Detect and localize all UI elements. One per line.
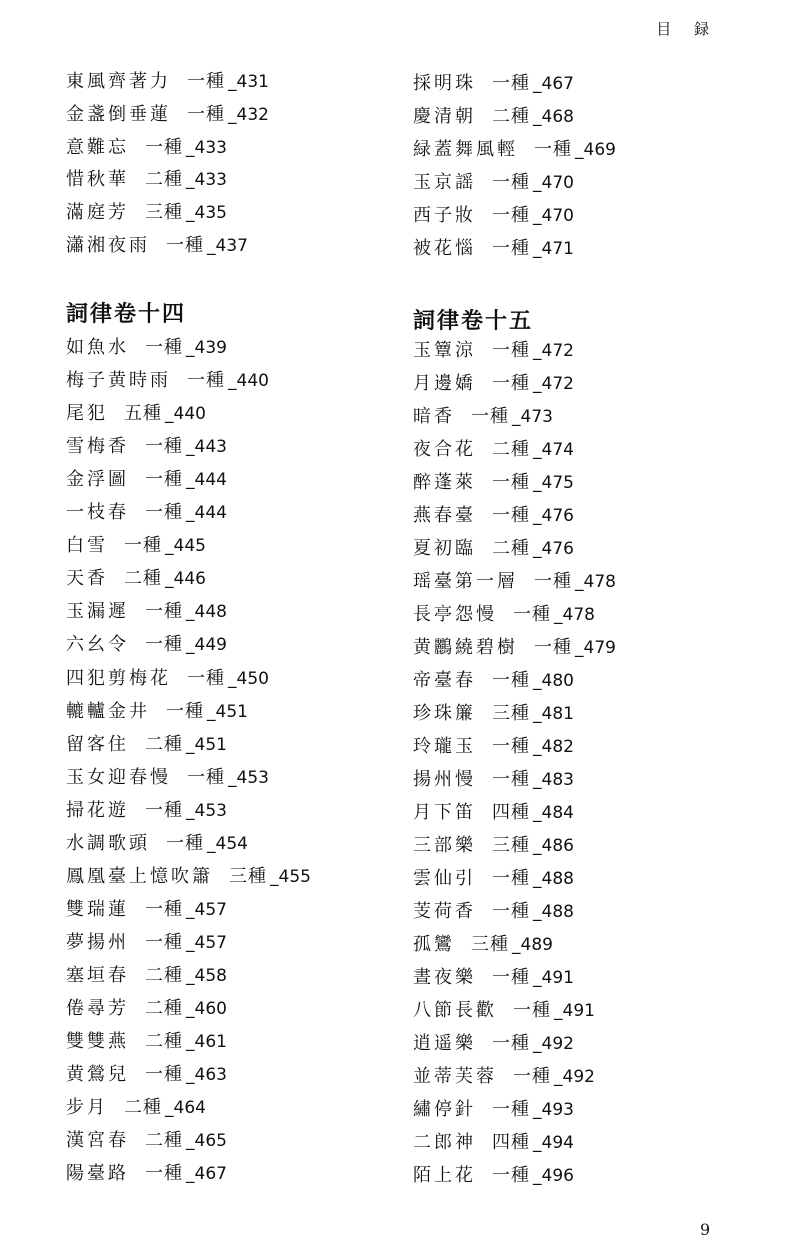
toc-entry (66, 337, 227, 359)
entry-page-number: _489 (512, 935, 553, 955)
toc-entry (413, 1165, 574, 1187)
toc-entry (413, 538, 574, 560)
entry-title: 漢宮春 (66, 1130, 129, 1151)
entry-title: 西子妝 (413, 205, 476, 226)
entry-title: 玉簟涼 (413, 340, 476, 361)
entry-variant-count: 一種 (145, 800, 183, 821)
entry-page-number: _433 (186, 138, 227, 158)
entry-title: 瀟湘夜雨 (66, 235, 150, 256)
entry-page-number: _494 (533, 1133, 574, 1153)
entry-variant-count: 一種 (187, 71, 225, 92)
entry-title: 珍珠簾 (413, 703, 476, 724)
entry-page-number: _491 (554, 1001, 595, 1021)
entry-page-number: _451 (207, 702, 248, 722)
toc-entry (413, 703, 574, 725)
entry-page-number: _496 (533, 1166, 574, 1186)
entry-variant-count: 一種 (513, 1000, 551, 1021)
entry-page-number: _457 (186, 900, 227, 920)
toc-entry (66, 104, 269, 126)
entry-variant-count: 一種 (187, 668, 225, 689)
entry-variant-count: 一種 (492, 172, 530, 193)
entry-page-number: _481 (533, 704, 574, 724)
entry-variant-count: 一種 (492, 1099, 530, 1120)
entry-title: 夜合花 (413, 439, 476, 460)
entry-page-number: _445 (165, 536, 206, 556)
toc-entry (413, 769, 574, 791)
entry-variant-count: 三種 (492, 835, 530, 856)
entry-page-number: _486 (533, 836, 574, 856)
toc-entry (66, 568, 206, 590)
toc-entry (413, 1000, 595, 1022)
toc-entry (66, 1130, 227, 1152)
entry-variant-count: 一種 (492, 769, 530, 790)
entry-variant-count: 一種 (492, 670, 530, 691)
entry-variant-count: 四種 (492, 802, 530, 823)
toc-entry (413, 472, 574, 494)
entry-title: 晝夜樂 (413, 967, 476, 988)
entry-variant-count: 一種 (492, 1033, 530, 1054)
entry-page-number: _465 (186, 1131, 227, 1151)
entry-variant-count: 一種 (145, 436, 183, 457)
entry-variant-count: 一種 (471, 406, 509, 427)
entry-title: 三部樂 (413, 835, 476, 856)
entry-title: 燕春臺 (413, 505, 476, 526)
entry-title: 倦尋芳 (66, 998, 129, 1019)
entry-variant-count: 二種 (124, 568, 162, 589)
entry-title: 被花惱 (413, 238, 476, 259)
entry-title: 玲瓏玉 (413, 736, 476, 757)
entry-page-number: _468 (533, 107, 574, 127)
entry-title: 雙瑞蓮 (66, 899, 129, 920)
entry-variant-count: 一種 (492, 505, 530, 526)
toc-entry (413, 505, 574, 527)
toc-entry (66, 634, 227, 656)
toc-entry (66, 469, 227, 491)
entry-page-number: _474 (533, 440, 574, 460)
entry-variant-count: 一種 (145, 337, 183, 358)
toc-entry (66, 137, 227, 159)
entry-variant-count: 一種 (492, 967, 530, 988)
entry-title: 如魚水 (66, 337, 129, 358)
entry-variant-count: 一種 (513, 1066, 551, 1087)
entry-variant-count: 一種 (492, 340, 530, 361)
entry-page-number: _467 (186, 1164, 227, 1184)
section-heading-volume-14: 詞律卷十四 (66, 301, 187, 327)
entry-page-number: _470 (533, 173, 574, 193)
entry-page-number: _479 (575, 638, 616, 658)
toc-entry (66, 833, 248, 855)
entry-variant-count: 三種 (471, 934, 509, 955)
toc-entry (66, 800, 227, 822)
entry-page-number: _492 (533, 1034, 574, 1054)
entry-page-number: _488 (533, 902, 574, 922)
entry-page-number: _475 (533, 473, 574, 493)
entry-variant-count: 一種 (492, 1165, 530, 1186)
entry-variant-count: 三種 (145, 202, 183, 223)
toc-entry (66, 202, 227, 224)
entry-title: 梅子黄時雨 (66, 370, 171, 391)
entry-page-number: _491 (533, 968, 574, 988)
toc-entry (413, 868, 574, 890)
entry-title: 尾犯 (66, 403, 108, 424)
entry-page-number: _480 (533, 671, 574, 691)
entry-variant-count: 一種 (534, 637, 572, 658)
toc-entry (413, 238, 574, 260)
running-header: 目 録 (656, 20, 718, 38)
entry-page-number: _471 (533, 239, 574, 259)
toc-entry (413, 934, 553, 956)
entry-page-number: _488 (533, 869, 574, 889)
toc-entry (413, 901, 574, 923)
entry-page-number: _443 (186, 437, 227, 457)
entry-title: 帝臺春 (413, 670, 476, 691)
entry-variant-count: 四種 (492, 1132, 530, 1153)
entry-page-number: _493 (533, 1100, 574, 1120)
entry-title: 月邊嬌 (413, 373, 476, 394)
entry-title: 玉京謡 (413, 172, 476, 193)
entry-title: 惜秋華 (66, 169, 129, 190)
toc-entry (413, 205, 574, 227)
entry-variant-count: 一種 (492, 73, 530, 94)
entry-page-number: _453 (186, 801, 227, 821)
entry-variant-count: 一種 (145, 1064, 183, 1085)
entry-title: 夏初臨 (413, 538, 476, 559)
toc-entry (413, 406, 553, 428)
toc-entry (66, 502, 227, 524)
toc-entry (66, 767, 269, 789)
entry-title: 芰荷香 (413, 901, 476, 922)
toc-entry (66, 235, 248, 257)
entry-title: 雪梅香 (66, 436, 129, 457)
entry-variant-count: 三種 (229, 866, 267, 887)
entry-title: 繡停針 (413, 1099, 476, 1120)
toc-entry (66, 998, 227, 1020)
toc-entry (66, 403, 206, 425)
entry-page-number: _460 (186, 999, 227, 1019)
entry-title: 四犯剪梅花 (66, 668, 171, 689)
toc-entry (66, 71, 269, 93)
entry-page-number: _454 (207, 834, 248, 854)
toc-entry (66, 1031, 227, 1053)
entry-variant-count: 一種 (124, 535, 162, 556)
toc-entry (66, 370, 269, 392)
entry-title: 雙雙燕 (66, 1031, 129, 1052)
entry-title: 二郎神 (413, 1132, 476, 1153)
entry-variant-count: 一種 (187, 370, 225, 391)
entry-title: 塞垣春 (66, 965, 129, 986)
toc-entry (413, 1132, 574, 1154)
entry-page-number: _461 (186, 1032, 227, 1052)
entry-page-number: _440 (228, 371, 269, 391)
entry-title: 夢揚州 (66, 932, 129, 953)
entry-page-number: _432 (228, 105, 269, 125)
entry-variant-count: 二種 (145, 734, 183, 755)
entry-title: 水調歌頭 (66, 833, 150, 854)
entry-variant-count: 二種 (492, 538, 530, 559)
entry-variant-count: 二種 (145, 998, 183, 1019)
entry-variant-count: 二種 (492, 106, 530, 127)
entry-page-number: _482 (533, 737, 574, 757)
entry-page-number: _449 (186, 635, 227, 655)
entry-variant-count: 一種 (145, 1163, 183, 1184)
entry-variant-count: 一種 (166, 235, 204, 256)
entry-title: 慶清朝 (413, 106, 476, 127)
entry-page-number: _467 (533, 74, 574, 94)
entry-page-number: _469 (575, 140, 616, 160)
toc-entry (413, 340, 574, 362)
entry-page-number: _446 (165, 569, 206, 589)
entry-title: 轆轤金井 (66, 701, 150, 722)
entry-title: 月下笛 (413, 802, 476, 823)
toc-entry (413, 670, 574, 692)
entry-page-number: _455 (270, 867, 311, 887)
toc-entry (66, 169, 227, 191)
entry-title: 金浮圖 (66, 469, 129, 490)
toc-entry (413, 736, 574, 758)
entry-variant-count: 一種 (145, 601, 183, 622)
entry-title: 長亭怨慢 (413, 604, 497, 625)
entry-variant-count: 一種 (187, 104, 225, 125)
entry-variant-count: 二種 (145, 1130, 183, 1151)
entry-variant-count: 一種 (492, 238, 530, 259)
entry-title: 玉女迎春慢 (66, 767, 171, 788)
entry-title: 陽臺路 (66, 1163, 129, 1184)
entry-variant-count: 二種 (492, 439, 530, 460)
entry-title: 孤鸞 (413, 934, 455, 955)
toc-entry (413, 835, 574, 857)
toc-entry (66, 1163, 227, 1185)
entry-page-number: _431 (228, 72, 269, 92)
entry-title: 逍遥樂 (413, 1033, 476, 1054)
entry-variant-count: 一種 (145, 899, 183, 920)
entry-page-number: _437 (207, 236, 248, 256)
toc-entry (413, 967, 574, 989)
entry-title: 留客住 (66, 734, 129, 755)
toc-entry (413, 604, 595, 626)
entry-page-number: _439 (186, 338, 227, 358)
entry-variant-count: 一種 (492, 868, 530, 889)
entry-title: 陌上花 (413, 1165, 476, 1186)
entry-page-number: _478 (554, 605, 595, 625)
entry-variant-count: 一種 (145, 932, 183, 953)
toc-entry (66, 535, 206, 557)
entry-variant-count: 一種 (513, 604, 551, 625)
entry-title: 瑶臺第一層 (413, 571, 518, 592)
entry-title: 掃花遊 (66, 800, 129, 821)
entry-variant-count: 二種 (145, 1031, 183, 1052)
entry-page-number: _476 (533, 506, 574, 526)
entry-title: 暗香 (413, 406, 455, 427)
toc-entry (66, 701, 248, 723)
entry-title: 金盞倒垂蓮 (66, 104, 171, 125)
entry-variant-count: 一種 (492, 472, 530, 493)
toc-entry (413, 802, 574, 824)
entry-variant-count: 一種 (492, 205, 530, 226)
entry-variant-count: 一種 (145, 634, 183, 655)
entry-title: 白雪 (66, 535, 108, 556)
entry-page-number: _444 (186, 470, 227, 490)
entry-title: 意難忘 (66, 137, 129, 158)
toc-entry (66, 965, 227, 987)
entry-title: 六幺令 (66, 634, 129, 655)
toc-entry (66, 1064, 227, 1086)
entry-page-number: _448 (186, 602, 227, 622)
entry-title: 黄鶯兒 (66, 1064, 129, 1085)
entry-page-number: _463 (186, 1065, 227, 1085)
toc-entry (413, 1066, 595, 1088)
entry-title: 並蒂芙蓉 (413, 1066, 497, 1087)
entry-variant-count: 一種 (166, 701, 204, 722)
toc-entry (66, 932, 227, 954)
entry-title: 步月 (66, 1097, 108, 1118)
entry-variant-count: 一種 (492, 736, 530, 757)
entry-title: 醉蓬萊 (413, 472, 476, 493)
entry-page-number: _470 (533, 206, 574, 226)
entry-page-number: _444 (186, 503, 227, 523)
section-heading-volume-15: 詞律卷十五 (413, 308, 534, 334)
toc-entry (413, 439, 574, 461)
entry-title: 八節長歡 (413, 1000, 497, 1021)
entry-variant-count: 一種 (145, 502, 183, 523)
entry-title: 東風齊著力 (66, 71, 171, 92)
entry-page-number: _451 (186, 735, 227, 755)
entry-variant-count: 二種 (124, 1097, 162, 1118)
toc-entry (66, 436, 227, 458)
entry-title: 滿庭芳 (66, 202, 129, 223)
entry-title: 黄鸝繞碧樹 (413, 637, 518, 658)
toc-entry (413, 139, 616, 161)
page-number: 9 (700, 1220, 711, 1239)
entry-page-number: _450 (228, 669, 269, 689)
entry-page-number: _478 (575, 572, 616, 592)
toc-entry (413, 1099, 574, 1121)
entry-title: 雲仙引 (413, 868, 476, 889)
entry-title: 鳳凰臺上憶吹簫 (66, 866, 213, 887)
entry-page-number: _453 (228, 768, 269, 788)
toc-entry (66, 668, 269, 690)
entry-page-number: _440 (165, 404, 206, 424)
entry-page-number: _473 (512, 407, 553, 427)
toc-entry (66, 734, 227, 756)
toc-entry (66, 899, 227, 921)
entry-page-number: _492 (554, 1067, 595, 1087)
entry-variant-count: 二種 (145, 965, 183, 986)
entry-page-number: _483 (533, 770, 574, 790)
toc-entry (413, 172, 574, 194)
entry-variant-count: 三種 (492, 703, 530, 724)
entry-title: 緑蓋舞風輕 (413, 139, 518, 160)
entry-variant-count: 一種 (492, 901, 530, 922)
entry-variant-count: 一種 (145, 137, 183, 158)
toc-entry (413, 1033, 574, 1055)
entry-title: 一枝春 (66, 502, 129, 523)
entry-variant-count: 二種 (145, 169, 183, 190)
entry-page-number: _476 (533, 539, 574, 559)
entry-page-number: _433 (186, 170, 227, 190)
toc-entry (413, 373, 574, 395)
entry-page-number: _472 (533, 341, 574, 361)
entry-title: 採明珠 (413, 73, 476, 94)
entry-variant-count: 一種 (534, 139, 572, 160)
entry-page-number: _464 (165, 1098, 206, 1118)
entry-variant-count: 一種 (534, 571, 572, 592)
toc-entry (413, 73, 574, 95)
entry-page-number: _435 (186, 203, 227, 223)
entry-variant-count: 一種 (492, 373, 530, 394)
entry-variant-count: 一種 (145, 469, 183, 490)
toc-entry (66, 866, 311, 888)
toc-entry (413, 637, 616, 659)
entry-title: 天香 (66, 568, 108, 589)
entry-title: 揚州慢 (413, 769, 476, 790)
entry-title: 玉漏遲 (66, 601, 129, 622)
toc-entry (413, 106, 574, 128)
toc-entry (66, 1097, 206, 1119)
entry-variant-count: 一種 (187, 767, 225, 788)
entry-page-number: _457 (186, 933, 227, 953)
entry-variant-count: 五種 (124, 403, 162, 424)
entry-variant-count: 一種 (166, 833, 204, 854)
toc-entry (66, 601, 227, 623)
entry-page-number: _484 (533, 803, 574, 823)
toc-entry (413, 571, 616, 593)
entry-page-number: _472 (533, 374, 574, 394)
entry-page-number: _458 (186, 966, 227, 986)
